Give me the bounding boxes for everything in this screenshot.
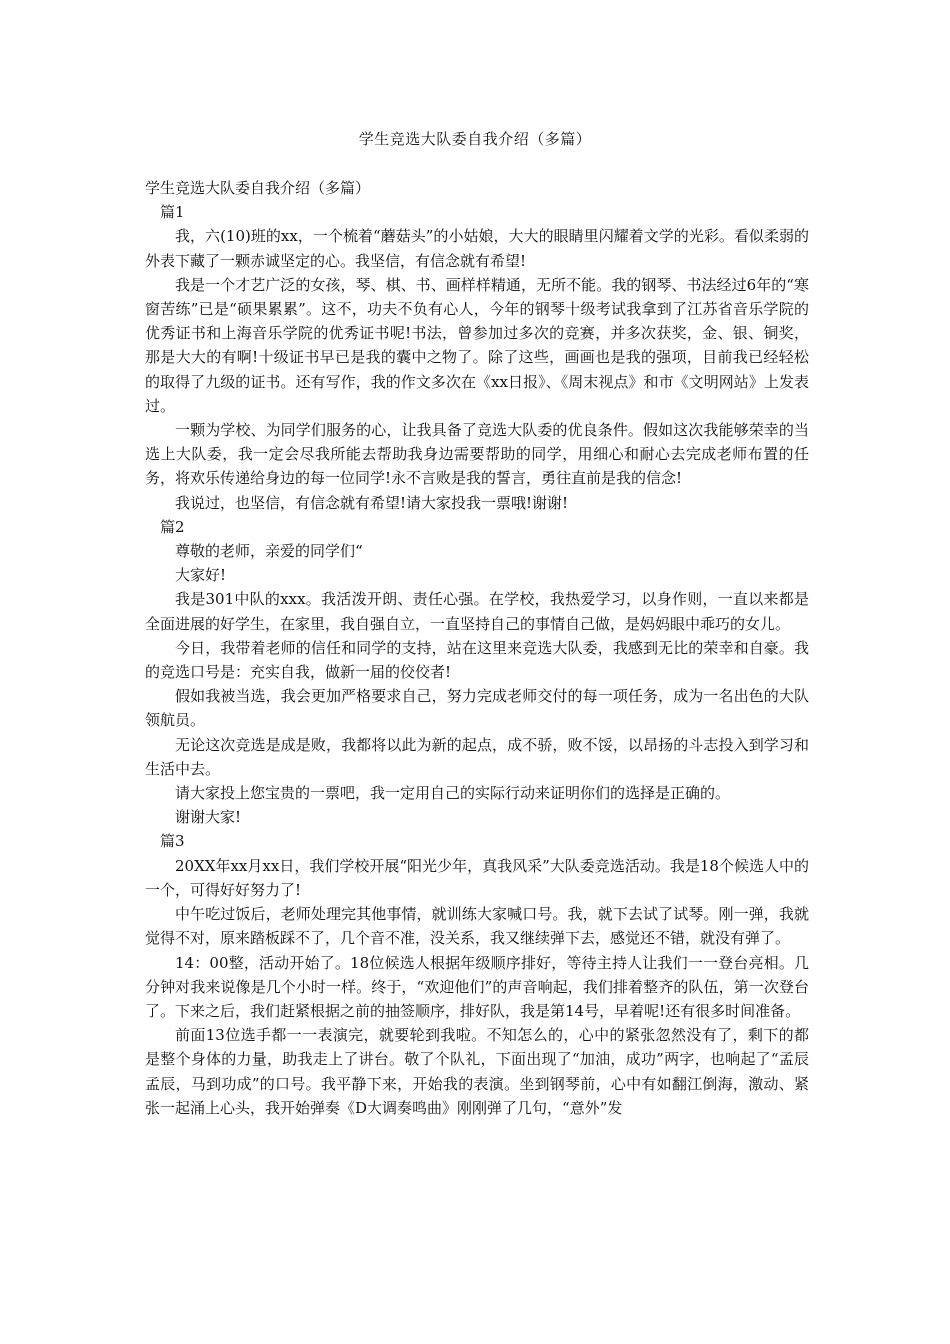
section-heading-3: 篇3 bbox=[160, 832, 185, 851]
paragraph: 我是一个才艺广泛的女孩，琴、棋、书、画样样精通，无所不能。我的钢琴、书法经过6年的“寒窗苦练”已是“硕果累累”。这不，功夫不负有心人，今年的钢琴十级考试我拿到了江苏省音乐学院的优秀证书和上海音乐学院的优秀证书呢!书法，曾参加过多次的竞赛，并多次获奖，金、银、铜奖，那是大大的有啊!十级证书早已是我的囊中之物了。除了这些，画画也是我的强项，目前我已经轻松的取得了九级的证书。还有写作，我的作文多次在《xx日报》、《周末视点》和市《文明网站》上发表过。 bbox=[145, 275, 809, 415]
paragraph: 20XX年xx月xx日，我们学校开展“阳光少年，真我风采”大队委竞选活动。我是18个候选人中的一个，可得好好努力了! bbox=[145, 856, 809, 899]
paragraph: 我说过，也坚信，有信念就有希望!请大家投我一票哦!谢谢! bbox=[175, 493, 569, 512]
section-heading-2: 篇2 bbox=[160, 517, 185, 536]
paragraph: 今日，我带着老师的信任和同学的支持，站在这里来竞选大队委，我感到无比的荣幸和自豪。我的竞选口号是：充实自我，做新一届的佼佼者! bbox=[145, 638, 809, 682]
paragraph: 14：00整，活动开始了。18位候选人根据年级顺序排好，等待主持人让我们一一登台亮相。几分钟对我来说像是几个小时一样。终于，“欢迎他们”的声音响起，我们排着整齐的队伍，第一次登台了。下来之后，我们赶紧根据之前的抽签顺序，排好队，我是第14号，早着呢!还有很多时间准备。 bbox=[145, 953, 809, 1020]
paragraph: 假如我被当选，我会更加严格要求自己，努力完成老师交付的每一项任务，成为一名出色的大队领航员。 bbox=[145, 687, 809, 730]
paragraph: 谢谢大家! bbox=[175, 808, 242, 827]
paragraph: 尊敬的老师，亲爱的同学们“ bbox=[175, 542, 363, 561]
document-title: 学生竞选大队委自我介绍（多篇） bbox=[358, 130, 592, 148]
paragraph: 我，六(10)班的xx，一个梳着“蘑菇头”的小姑娘，大大的眼睛里闪耀着文学的光彩。看似柔弱的外表下藏了一颗赤诚坚定的心。我坚信，有信念就有希望! bbox=[145, 227, 809, 270]
paragraph: 我是301中队的xxx。我活泼开朗、责任心强。在学校，我热爱学习，以身作则，一直以来都是全面进展的好学生，在家里，我自强自立，一直坚持自己的事情自己做，是妈妈眼中乖巧的女儿。 bbox=[145, 590, 809, 633]
paragraph: 请大家投上您宝贵的一票吧，我一定用自己的实际行动来证明你们的选择是正确的。 bbox=[175, 784, 731, 803]
document-body bbox=[145, 176, 809, 1120]
document-subtitle: 学生竞选大队委自我介绍（多篇） bbox=[145, 179, 371, 197]
paragraph: 大家好! bbox=[175, 566, 227, 585]
paragraph: 中午吃过饭后，老师处理完其他事情，就训练大家喊口号。我，就下去试了试琴。刚一弹，我就觉得不对，原来踏板踩不了，几个音不准，没关系，我又继续弹下去，感觉还不错，就没有弹了。 bbox=[145, 905, 809, 948]
paragraph: 无论这次竞选是成是败，我都将以此为新的起点，成不骄，败不馁，以昂扬的斗志投入到学习和生活中去。 bbox=[145, 735, 809, 778]
section-heading-1: 篇1 bbox=[160, 203, 185, 222]
paragraph: 前面13位选手都一一表演完，就要轮到我啦。不知怎么的，心中的紧张忽然没有了，剩下的都是整个身体的力量，助我走上了讲台。敬了个队礼，下面出现了“加油，成功”两字，也响起了“孟辰孟辰，马到功成”的口号。我平静下来，开始我的表演。坐到钢琴前，心中有如翻江倒海，激动、紧张一起涌上心头，我开始弹奏《D大调奏鸣曲》刚刚弹了几句，“意外”发 bbox=[145, 1026, 809, 1117]
paragraph: 一颗为学校、为同学们服务的心，让我具备了竞选大队委的优良条件。假如这次我能够荣幸的当选上大队委，我一定会尽我所能去帮助我身边需要帮助的同学，用细心和耐心去完成老师布置的任务，将欢乐传递给身边的每一位同学!永不言败是我的誓言，勇往直前是我的信念! bbox=[145, 421, 809, 488]
